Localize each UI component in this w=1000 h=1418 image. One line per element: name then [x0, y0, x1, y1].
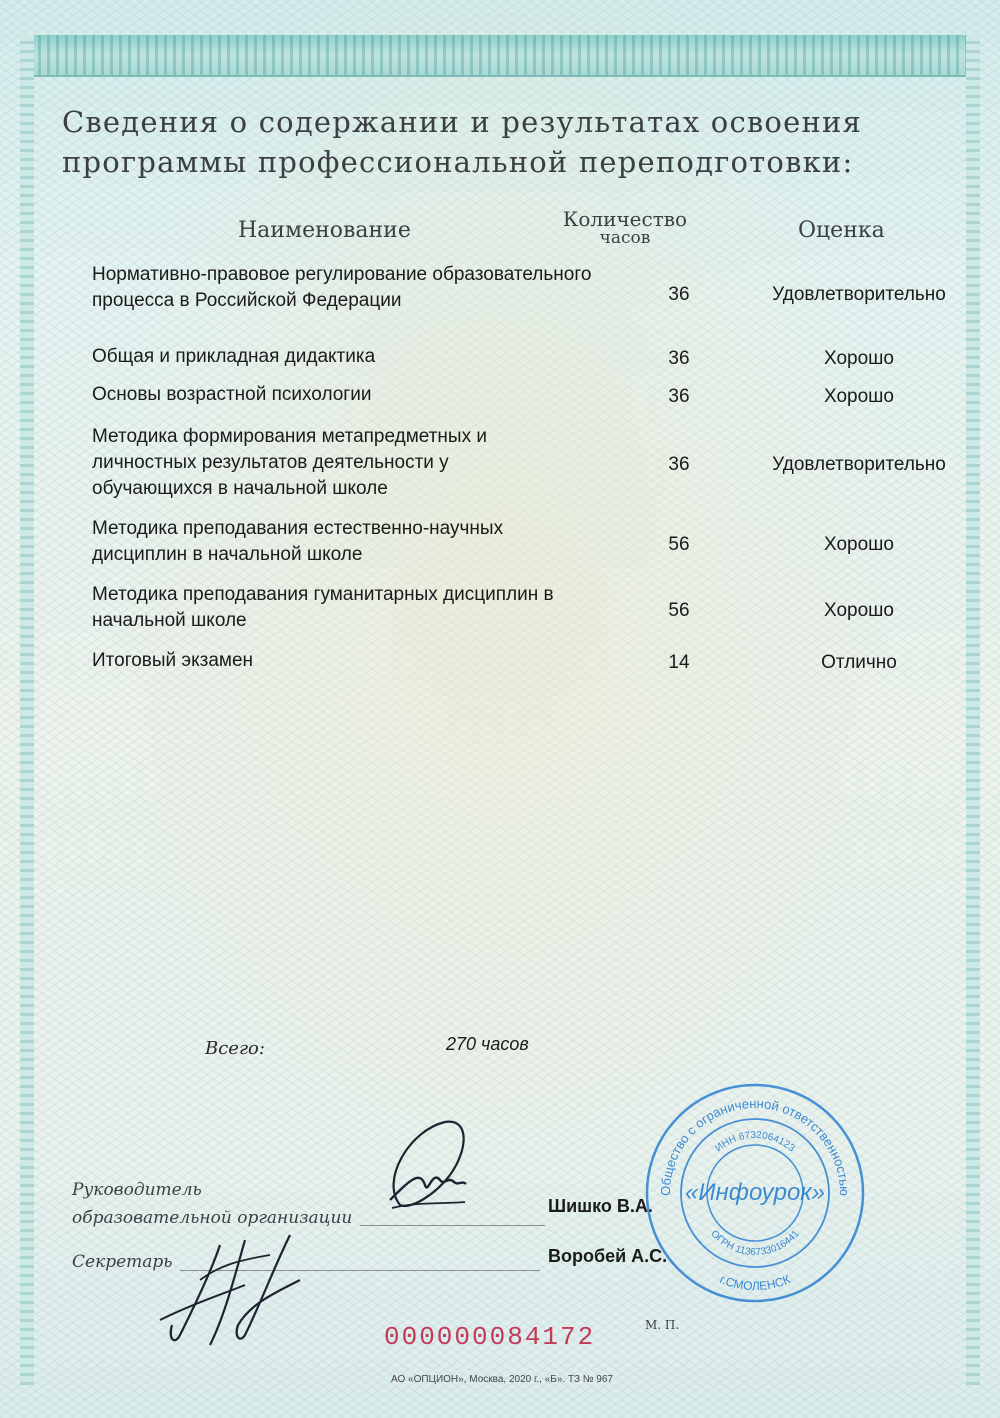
subject-name: Основы возрастной психологии — [92, 384, 372, 405]
subject-grade: Хорошо — [824, 386, 894, 407]
subject-name: Методика формирования метапредметных и личностных результатов деятельности у обучающихся в начальной школе — [92, 426, 487, 499]
subject-hours: 36 — [668, 386, 690, 407]
subject-name: Нормативно-правовое регулирование образовательного процесса в Российской Федерации — [92, 264, 592, 311]
secretary-name: Воробей А.С. — [548, 1246, 668, 1266]
column-header-name: Наименование — [238, 218, 411, 243]
head-title-line1: Руководитель — [72, 1180, 202, 1200]
subject-hours: 56 — [668, 534, 690, 555]
subject-name: Методика преподавания гуманитарных дисциплин в начальной школе — [92, 584, 554, 631]
guilloche-border-left — [20, 35, 34, 1385]
column-header-hours — [560, 208, 690, 246]
head-name: Шишко В.А. — [548, 1196, 653, 1216]
table-row — [92, 262, 972, 318]
subject-hours: 36 — [668, 284, 690, 305]
guilloche-border-right — [966, 35, 980, 1385]
stamp-ring-text: Общество с ограниченной ответственностью — [657, 1095, 853, 1197]
subject-name: Итоговый экзамен — [92, 650, 254, 671]
stamp-city: г.СМОЛЕНСК — [717, 1272, 793, 1294]
subject-hours: 36 — [668, 348, 690, 369]
printer-footer: АО «ОПЦИОН», Москва, 2020 г., «Б». ТЗ № 967 — [391, 1374, 613, 1385]
stamp-ogrn: ОГРН 1136733016441 — [708, 1228, 802, 1259]
guilloche-border-top — [20, 35, 980, 77]
subject-hours: 36 — [668, 454, 690, 475]
subject-name: Методика преподавания естественно-научных дисциплин в начальной школе — [92, 518, 504, 565]
subject-grade: Отлично — [821, 652, 897, 673]
subject-grade: Удовлетворительно — [772, 284, 946, 305]
table-row — [92, 582, 972, 638]
subject-name: Общая и прикладная дидактика — [92, 346, 376, 367]
subject-grade: Хорошо — [824, 534, 894, 555]
document-heading: Сведения о содержании и результатах освоения программы профессиональной переподготовки: — [62, 105, 863, 179]
seal-place-mark: М. П. — [645, 1318, 680, 1332]
svg-text:г.СМОЛЕНСК — [718, 1272, 792, 1293]
table-row — [92, 648, 972, 676]
stamp-inn: ИНН 6732064123 — [713, 1129, 797, 1155]
column-header-hours-line2: часов — [599, 228, 651, 248]
subject-grade: Хорошо — [824, 600, 894, 621]
table-row — [92, 344, 972, 372]
stamp-center-text: «Инфоурок» — [685, 1179, 825, 1206]
secretary-signature — [150, 1225, 320, 1355]
svg-text:ИНН 6732064123 — [713, 1130, 797, 1155]
secretary-title: Секретарь — [72, 1252, 173, 1272]
total-label: Всего: — [205, 1038, 265, 1059]
subject-grade: Хорошо — [824, 348, 894, 369]
table-row — [92, 424, 972, 504]
svg-text:ОГРН 1136733016441 — [708, 1228, 802, 1258]
head-title-line2: образовательной организации — [72, 1208, 353, 1228]
column-header-hours-line1: Количество — [562, 207, 688, 231]
table-row — [92, 516, 972, 572]
column-header-grade: Оценка — [798, 218, 885, 243]
subject-grade: Удовлетворительно — [772, 454, 946, 475]
head-signature — [370, 1110, 480, 1230]
serial-number: 000000084172 — [384, 1322, 596, 1352]
total-value: 270 часов — [446, 1034, 529, 1054]
table-row — [92, 382, 972, 410]
organization-stamp — [640, 1078, 870, 1308]
subject-hours: 56 — [668, 600, 690, 621]
subject-hours: 14 — [668, 652, 690, 673]
